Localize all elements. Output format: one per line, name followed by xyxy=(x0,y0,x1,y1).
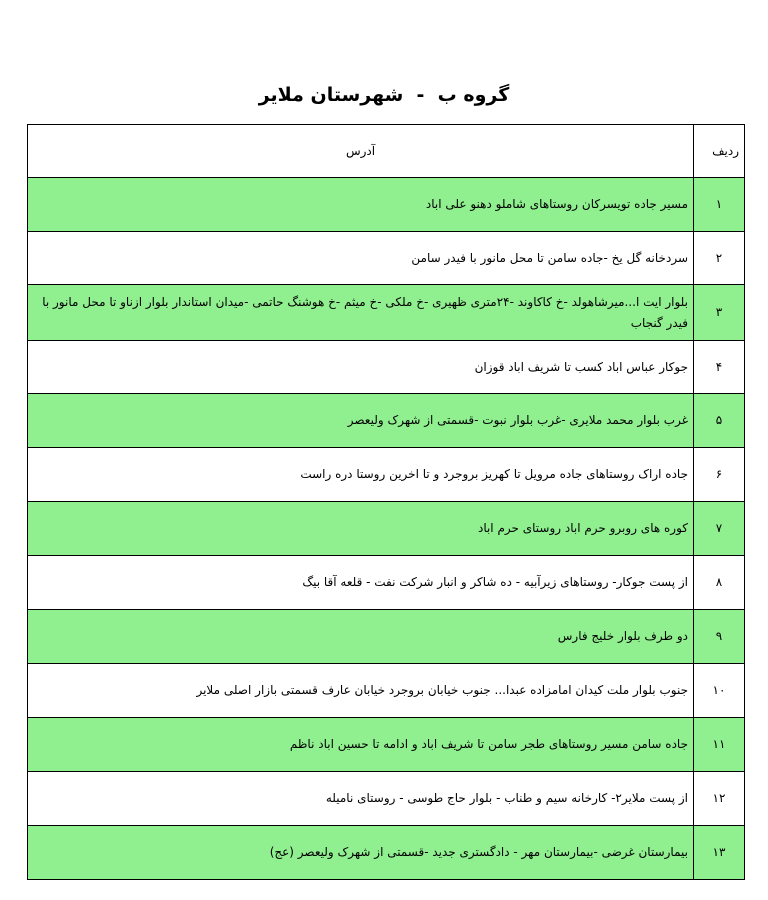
address-table xyxy=(27,124,745,880)
row-address: بیمارستان غرضی -بیمارستان مهر - دادگستری جدید -قسمتی از شهرک ولیعصر (عج) xyxy=(28,826,694,880)
table-row xyxy=(28,718,745,772)
row-number: ۶ xyxy=(694,448,745,502)
table-row xyxy=(28,556,745,610)
table-row xyxy=(28,826,745,880)
table-row xyxy=(28,178,745,232)
row-number: ۷ xyxy=(694,502,745,556)
row-number: ۱۲ xyxy=(694,772,745,826)
row-address: کوره های روبرو حرم اباد روستای حرم اباد xyxy=(28,502,694,556)
table-header-row xyxy=(28,125,745,178)
row-address: سردخانه گل یخ -جاده سامن تا محل مانور با فیدر سامن xyxy=(28,232,694,285)
row-number: ۴ xyxy=(694,341,745,394)
row-address: از پست ملایر۲- کارخانه سیم و طناب - بلوار حاج طوسی - روستای نامیله xyxy=(28,772,694,826)
row-address: جوکار عباس اباد کسب تا شریف اباد قوزان xyxy=(28,341,694,394)
table-row xyxy=(28,232,745,285)
table-row xyxy=(28,664,745,718)
page-title: گروه ب - شهرستان ملایر xyxy=(258,84,510,106)
row-number: ۱ xyxy=(694,178,745,232)
row-number: ۱۱ xyxy=(694,718,745,772)
table-row xyxy=(28,502,745,556)
row-number: ۵ xyxy=(694,394,745,448)
row-address: از پست جوکار- روستاهای زیرآبیه - ده شاکر و انبار شرکت نفت - قلعه آقا بیگ xyxy=(28,556,694,610)
header-row-number: ردیف xyxy=(694,125,745,178)
table-row xyxy=(28,610,745,664)
row-address: جنوب بلوار ملت کیدان امامزاده عبدا... جنوب خیابان بروجرد خیابان عارف قسمتی بازار اصلی ملایر xyxy=(28,664,694,718)
table-row xyxy=(28,285,745,341)
table-row xyxy=(28,772,745,826)
row-number: ۱۳ xyxy=(694,826,745,880)
table-row xyxy=(28,448,745,502)
table-row xyxy=(28,341,745,394)
row-number: ۱۰ xyxy=(694,664,745,718)
row-address: جاده اراک روستاهای جاده مرویل تا کهریز بروجرد و تا اخرین روستا دره راست xyxy=(28,448,694,502)
row-address: مسیر جاده تویسرکان روستاهای شاملو دهنو علی اباد xyxy=(28,178,694,232)
table-row xyxy=(28,394,745,448)
row-address: جاده سامن مسیر روستاهای طجر سامن تا شریف اباد و ادامه تا حسین اباد ناظم xyxy=(28,718,694,772)
table-body xyxy=(28,178,745,880)
header-address: آدرس xyxy=(28,125,694,178)
row-address: دو طرف بلوار خلیج فارس xyxy=(28,610,694,664)
row-number: ۸ xyxy=(694,556,745,610)
row-number: ۹ xyxy=(694,610,745,664)
row-number: ۳ xyxy=(694,285,745,341)
row-number: ۲ xyxy=(694,232,745,285)
row-address: بلوار ایت ا...میرشاهولد -خ کاکاوند -۲۴متری ظهیری -خ ملکی -خ میثم -خ هوشنگ حاتمی -میدان استاندار بلوار ازناو تا محل مانور با فیدر گنجاب xyxy=(28,285,694,341)
row-address: غرب بلوار محمد ملایری -غرب بلوار نبوت -قسمتی از شهرک ولیعصر xyxy=(28,394,694,448)
